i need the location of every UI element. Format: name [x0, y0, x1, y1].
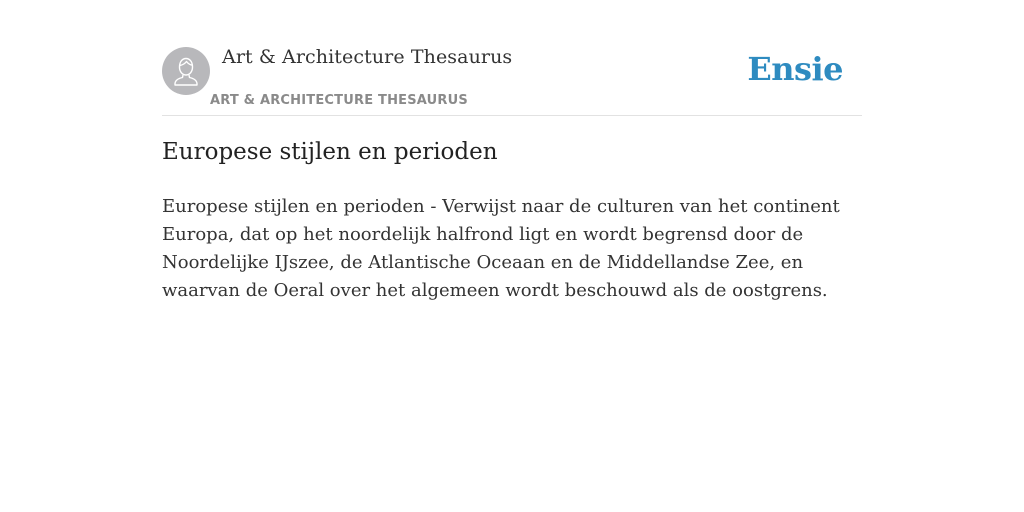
source-label: ART & ARCHITECTURE THESAURUS [210, 93, 468, 108]
user-silhouette-icon [162, 47, 210, 95]
brand-logo[interactable]: Ensie [747, 50, 843, 88]
definition-text: Europese stijlen en perioden - Verwijst naar de culturen van het continent Europa, dat op het noordelijk halfrond ligt en wordt begrensd door de Noordelijke IJszee, de Atlantische Oceaan en de Middellandse Zee, en waarvan de Oeral over het algemeen wordt beschouwd als de oostgrens. [162, 196, 840, 301]
avatar[interactable] [162, 47, 210, 95]
page-title: Europese stijlen en perioden [162, 139, 498, 165]
author-name-link[interactable]: Art & Architecture Thesaurus [222, 46, 513, 68]
article-header [162, 40, 862, 116]
